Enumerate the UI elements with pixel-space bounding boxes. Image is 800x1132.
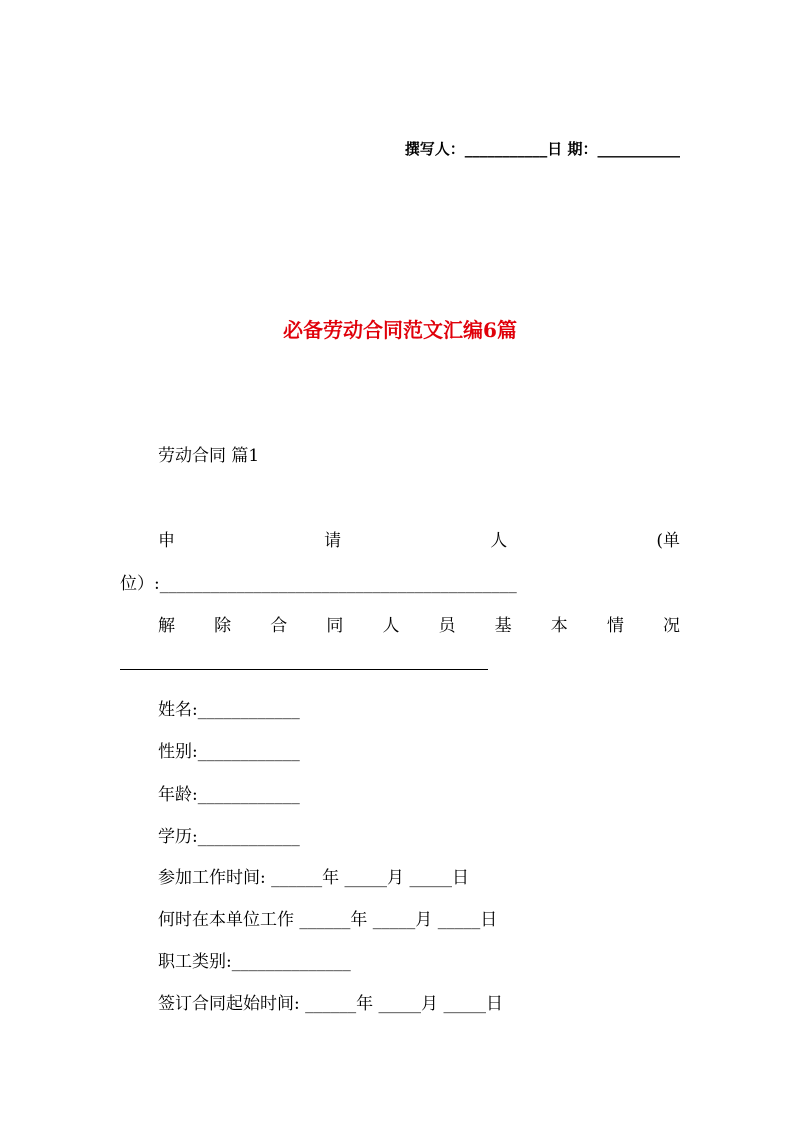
author-date-header bbox=[405, 138, 680, 159]
dismissal-char: 同 bbox=[326, 616, 344, 636]
dismissal-char: 合 bbox=[270, 616, 288, 636]
document-title: 必备劳动合同范文汇编6篇 bbox=[283, 318, 517, 342]
dismissal-char: 情 bbox=[606, 616, 624, 636]
dismissal-underline bbox=[120, 669, 488, 670]
field-education: 学历:____________ bbox=[158, 827, 300, 847]
applicant-char: 人 bbox=[490, 531, 508, 551]
field-contract-start-date: 签订合同起始时间: ______年 _____月 _____日 bbox=[158, 994, 503, 1014]
field-age: 年龄:____________ bbox=[158, 785, 300, 805]
date-label: 日 期： bbox=[547, 140, 598, 158]
dismissal-char: 况 bbox=[662, 616, 680, 636]
dismissal-char: 人 bbox=[382, 616, 400, 636]
field-gender: 性别:____________ bbox=[158, 742, 300, 762]
applicant-char: 申 bbox=[158, 531, 175, 551]
field-name: 姓名:____________ bbox=[158, 700, 300, 720]
dismissal-char: 员 bbox=[438, 616, 456, 636]
dismissal-line bbox=[158, 611, 680, 636]
dismissal-char: 解 bbox=[158, 616, 175, 636]
dismissal-char: 本 bbox=[550, 616, 568, 636]
dismissal-char: 基 bbox=[494, 616, 512, 636]
section-heading: 劳动合同 篇1 bbox=[158, 446, 260, 466]
date-blank: ___________ bbox=[597, 140, 680, 158]
applicant-char: 请 bbox=[324, 531, 342, 551]
author-label: 撰写人： bbox=[404, 140, 465, 158]
applicant-line-2: 位）:__________________________________________ bbox=[120, 574, 517, 594]
field-work-start-date: 参加工作时间: ______年 _____月 _____日 bbox=[158, 868, 469, 888]
dismissal-char: 除 bbox=[214, 616, 232, 636]
applicant-line-1 bbox=[158, 526, 680, 551]
applicant-char: (单 bbox=[656, 531, 680, 551]
author-blank: ___________ bbox=[464, 140, 548, 158]
field-staff-category: 职工类别:______________ bbox=[158, 952, 351, 972]
field-unit-start-date: 何时在本单位工作 ______年 _____月 _____日 bbox=[158, 910, 498, 930]
